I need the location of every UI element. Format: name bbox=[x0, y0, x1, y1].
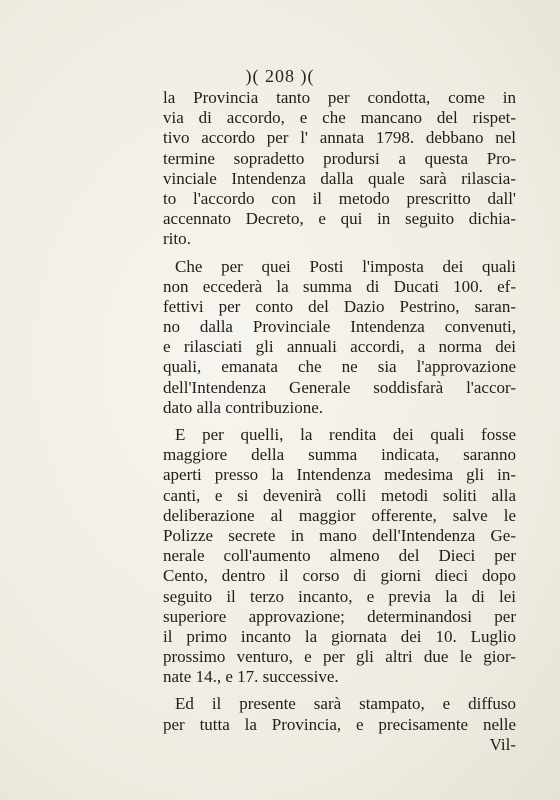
paragraph-2 bbox=[163, 257, 516, 419]
text-line: E per quelli, la rendita dei quali fosse bbox=[175, 425, 516, 444]
body-text bbox=[163, 88, 516, 755]
text-line: il primo incanto la giornata dei 10. Luglio bbox=[163, 626, 516, 646]
text-line: via di accordo, e che mancano del rispet- bbox=[163, 108, 516, 128]
text-line: la Provincia tanto per condotta, come in bbox=[163, 88, 516, 107]
text-line: nerale coll'aumento almeno del Dieci per bbox=[163, 546, 516, 566]
text-line: e rilasciati gli annuali accordi, a norma dei bbox=[163, 337, 516, 357]
text-line: vinciale Intendenza dalla quale sarà rilascia- bbox=[163, 168, 516, 188]
text-line: Cento, dentro il corso di giorni dieci dopo bbox=[163, 566, 516, 586]
text-line: tivo accordo per l' annata 1798. debbano nel bbox=[163, 128, 516, 148]
text-line: Polizze secrete in mano dell'Intendenza Ge- bbox=[163, 525, 516, 545]
text-line: seguito il terzo incanto, e previa la di lei bbox=[163, 586, 516, 606]
paragraph-4 bbox=[163, 694, 516, 734]
text-line: fettivi per conto del Dazio Pestrino, saran- bbox=[163, 296, 516, 316]
text-line: rito. bbox=[163, 229, 191, 249]
text-line: dato alla contribuzione. bbox=[163, 397, 324, 417]
paragraph-3 bbox=[163, 425, 516, 687]
text-line: no dalla Provinciale Intendenza convenuti, bbox=[163, 317, 516, 337]
text-line: superiore approvazione; determinandosi per bbox=[163, 606, 516, 626]
text-line: maggiore della summa indicata, saranno bbox=[163, 445, 516, 465]
text-line: accennato Decreto, e qui in seguito dichia- bbox=[163, 209, 516, 229]
page-number: )( 208 )( bbox=[245, 66, 315, 86]
paragraph-1 bbox=[163, 88, 516, 250]
text-line: non eccederà la summa di Ducati 100. ef- bbox=[163, 276, 516, 296]
text-line: nate 14., e 17. successive. bbox=[163, 667, 339, 687]
text-line: termine sopradetto prodursi a questa Pro- bbox=[163, 148, 516, 168]
catchword: Vil- bbox=[489, 734, 516, 754]
text-line: per tutta la Provincia, e precisamente nelle bbox=[163, 714, 516, 734]
text-line: aperti presso la Intendenza medesima gli in- bbox=[163, 465, 516, 485]
text-line: Che per quei Posti l'imposta dei quali bbox=[175, 256, 516, 276]
text-line: dell'Intendenza Generale soddisfarà l'accor- bbox=[163, 377, 516, 397]
text-line: prossimo venturo, e per gli altri due le gior- bbox=[163, 647, 516, 667]
text-line: quali, emanata che ne sia l'approvazione bbox=[163, 357, 516, 377]
text-line: deliberazione al maggior offerente, salve le bbox=[163, 505, 516, 525]
text-line: to l'accordo con il metodo prescritto dall' bbox=[163, 188, 516, 208]
text-line: canti, e si devenirà colli metodi soliti alla bbox=[163, 485, 516, 505]
text-line: Ed il presente sarà stampato, e diffuso bbox=[175, 694, 516, 714]
